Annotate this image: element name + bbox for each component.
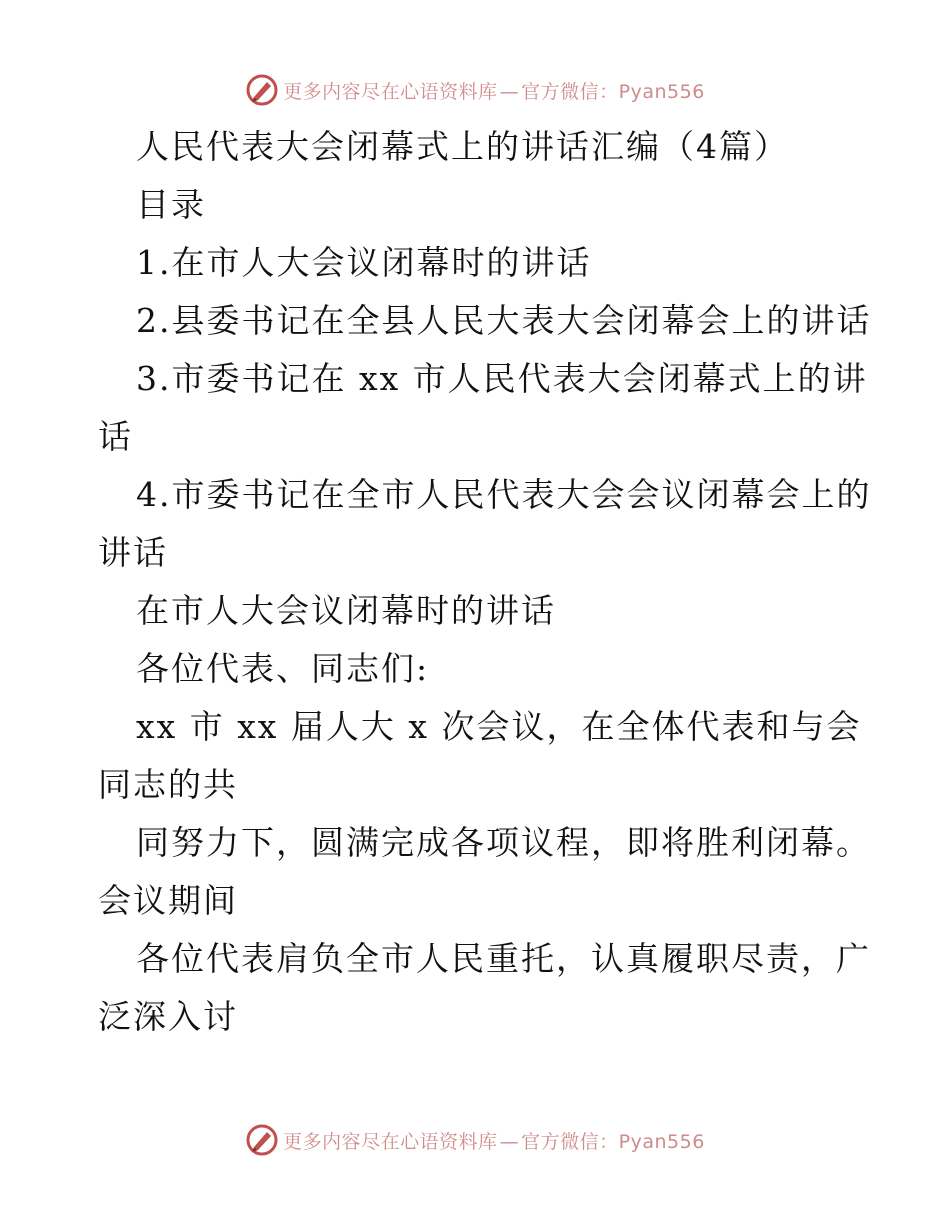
- body-line: 各位代表肩负全市人民重托，认真履职尽责，广: [136, 939, 871, 978]
- pen-logo-icon: [245, 73, 279, 107]
- toc-item-continuation: 话: [98, 417, 133, 456]
- toc-item: 2.县委书记在全县人民大表大会闭幕会上的讲话: [136, 301, 872, 340]
- body-line: 同努力下，圆满完成各项议程，即将胜利闭幕。: [136, 823, 871, 862]
- header-watermark: [0, 70, 950, 110]
- footer-watermark: [0, 1120, 950, 1160]
- watermark-separator: —: [499, 80, 520, 103]
- section-title: 在市人大会议闭幕时的讲话: [136, 591, 556, 630]
- watermark-separator: —: [499, 1130, 520, 1153]
- toc-item: 4.市委书记在全市人民代表大会会议闭幕会上的: [136, 475, 872, 514]
- toc-item: 1.在市人大会议闭幕时的讲话: [136, 243, 592, 282]
- body-line: xx 市 xx 届人大 x 次会议，在全体代表和与会: [136, 707, 862, 746]
- body-line-continuation: 泛深入讨: [98, 997, 238, 1036]
- document-title: 人民代表大会闭幕式上的讲话汇编（4篇）: [136, 127, 789, 166]
- body-line-continuation: 会议期间: [98, 881, 238, 920]
- watermark-wechat: 官方微信：Pyan556: [521, 80, 705, 103]
- toc-item-continuation: 讲话: [98, 533, 168, 572]
- watermark-site: 更多内容尽在心语资料库: [283, 80, 498, 103]
- toc-heading: 目录: [136, 185, 206, 224]
- document-body: [98, 118, 872, 1046]
- watermark-text: [283, 77, 705, 104]
- watermark-site: 更多内容尽在心语资料库: [283, 1130, 498, 1153]
- body-line-continuation: 同志的共: [98, 765, 238, 804]
- greeting: 各位代表、同志们:: [136, 649, 430, 688]
- watermark-text: [283, 1127, 705, 1154]
- watermark-wechat: 官方微信：Pyan556: [521, 1130, 705, 1153]
- toc-item: 3.市委书记在 xx 市人民代表大会闭幕式上的讲: [136, 359, 868, 398]
- pen-logo-icon: [245, 1123, 279, 1157]
